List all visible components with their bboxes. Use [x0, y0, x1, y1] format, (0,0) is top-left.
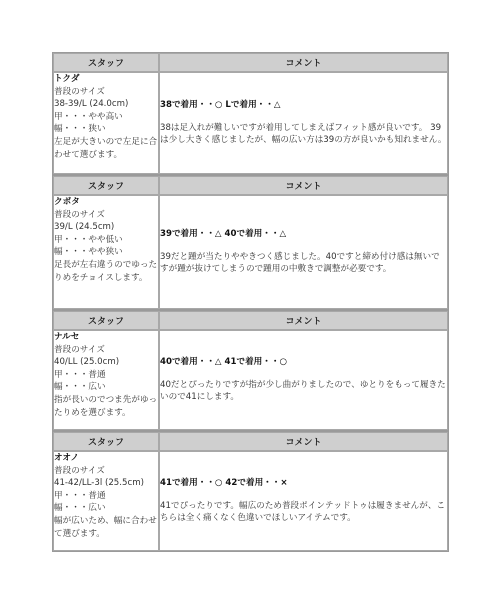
instep-note: 甲・・・普通 [54, 369, 106, 380]
staff-header: スタッフ [53, 53, 159, 72]
staff-review-tables [52, 52, 449, 552]
usual-size-value: 38-39/L (24.0cm) [54, 99, 129, 110]
usual-size-value: 41-42/LL-3l (25.5cm) [54, 478, 144, 489]
staff-info-cell [53, 195, 159, 309]
instep-note: 甲・・・普通 [54, 490, 106, 501]
comment-text: 41でぴったりです。幅広のため普段ポインテッドトゥは履きませんが、こちらは全く痛くなく色違いでほしいアイテムです。 [160, 500, 446, 524]
staff-table-oono [52, 431, 449, 552]
staff-name: ナルセ [54, 332, 80, 342]
staff-info-cell [53, 72, 159, 174]
comment-header: コメント [159, 432, 448, 451]
staff-name: オオノ [54, 453, 80, 463]
staff-table-tokuda [52, 52, 449, 175]
comment-cell [159, 195, 448, 309]
width-note: 幅・・・狭い [54, 124, 106, 135]
staff-info-cell [53, 451, 159, 551]
usual-size-value: 39/L (24.5cm) [54, 222, 115, 233]
fit-result: 41で着用・・○ 42で着用・・× [160, 478, 288, 489]
table-header-row [53, 53, 448, 72]
width-note: 幅・・・広い [54, 382, 106, 393]
comment-cell [159, 451, 448, 551]
fit-result: 38で着用・・○ Lで着用・・△ [160, 100, 281, 111]
table-row [53, 195, 448, 309]
staff-name: トクダ [54, 74, 80, 84]
table-row [53, 330, 448, 430]
selection-note: 幅が広いため、幅に合わせて選びます。 [54, 515, 157, 539]
comment-header: コメント [159, 311, 448, 330]
staff-name: クボタ [54, 197, 80, 207]
selection-note: 足長が左右違うのでゆったりめをチョイスします。 [54, 259, 158, 283]
width-note: 幅・・・広い [54, 503, 106, 514]
width-note: 幅・・・やや狭い [54, 247, 123, 258]
table-row [53, 451, 448, 551]
table-row [53, 72, 448, 174]
table-header-row [53, 432, 448, 451]
usual-size-label: 普段のサイズ [54, 344, 105, 355]
selection-note: 左足が大きいので左足に合わせて選びます。 [54, 136, 158, 160]
usual-size-label: 普段のサイズ [54, 209, 105, 220]
staff-table-kubota [52, 175, 449, 310]
table-header-row [53, 311, 448, 330]
instep-note: 甲・・・やや高い [54, 111, 123, 122]
staff-header: スタッフ [53, 432, 159, 451]
usual-size-label: 普段のサイズ [54, 86, 105, 97]
fit-result: 40で着用・・△ 41で着用・・○ [160, 357, 287, 368]
instep-note: 甲・・・やや低い [54, 234, 123, 245]
staff-header: スタッフ [53, 176, 159, 195]
staff-table-naruse [52, 310, 449, 431]
comment-text: 39だと踵が当たりややきつく感じました。40ですと締め付け感は無いですが踵が抜けてしまうので踵用の中敷きで調整が必要です。 [160, 251, 440, 275]
usual-size-value: 40/LL (25.0cm) [54, 357, 120, 368]
usual-size-label: 普段のサイズ [54, 465, 105, 476]
table-header-row [53, 176, 448, 195]
selection-note: 指が長いのでつま先がゆったりめを選びます。 [54, 394, 158, 418]
staff-info-cell [53, 330, 159, 430]
comment-cell [159, 72, 448, 174]
fit-result: 39で着用・・△ 40で着用・・△ [160, 229, 287, 240]
comment-text: 38は足入れが難しいですが着用してしまえばフィット感が良いです。 39は少し大きく感じましたが、幅の広い方は39の方が良いかも知れません。 [160, 122, 447, 146]
comment-header: コメント [159, 176, 448, 195]
comment-header: コメント [159, 53, 448, 72]
comment-text: 40だとぴったりですが指が少し曲がりましたので、ゆとりをもって履きたいので41にします。 [160, 379, 446, 403]
staff-header: スタッフ [53, 311, 159, 330]
comment-cell [159, 330, 448, 430]
